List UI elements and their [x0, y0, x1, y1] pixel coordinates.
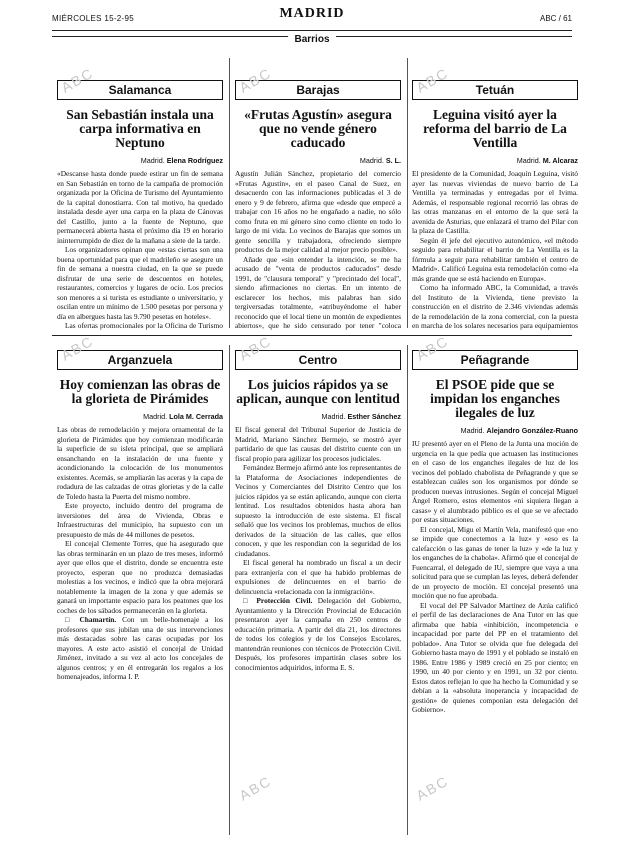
subsection-title: Barrios: [288, 34, 335, 45]
article-byline: Madrid. Elena Rodríguez: [140, 156, 223, 165]
paragraph: Fernández Bermejo afirmó ante los representantes de la Plataforma de Asociaciones independientes de Vecinos y Comerciantes del Distrito Centro que los juicios rápidos ya se están aplicando, aunque con cierta lentitud. Los resultados obtenidos hasta ahora han supuesto la introducción de este sistema. El fiscal señaló que los vecinos los problemas, muchos de ellos derivados de la situación de las calles, que ellos conocen, y que les respondían con la seguridad de los ciudadanos.: [235, 463, 401, 558]
district-label: Centro: [298, 353, 338, 367]
paragraph: Las obras de remodelación y mejora ornamental de la glorieta de Pirámides que hoy comienzan modificarán la superficie de su isleta principal, que se ampliará ensanchando en la instalación de una fuente y acondicionando la colocación de los monumentos existentes. Acemás, se ampliarán las aceras y la capa de rodadura de las calzadas de otras glorietas y de la calle de Toledo hasta la Puerta del mismo nombre.: [57, 425, 223, 501]
article-headline: Hoy comienzan las obras de la glorieta de Pirámides: [59, 377, 221, 406]
column-divider: [407, 58, 408, 328]
article-byline: Madrid. M. Alcaraz: [516, 156, 578, 165]
article-arganzuela: [57, 350, 223, 840]
paragraph: El concejal Clemente Torres, que ha asegurado que las obras terminarán en un plazo de tres meses, informó ayer que ellos que el distrito, donde se encuentra este proyecto, esperan que no produzca demasiadas molestias a los vecinos, e indicó que la obra mejorará notablemente la imagen de la zona y que además se ganará un importante espacio para los peatones que los coches de los sábados permanecerán en la glorieta.: [57, 539, 223, 615]
paragraph: Este proyecto, incluido dentro del programa de inversiones del área de Vivienda, Obras e Infraestructuras del municipio, ha supuesto con un presupuesto de más de 44 millones de pesetos.: [57, 501, 223, 539]
article-byline: Madrid. S. L.: [359, 156, 401, 165]
district-label: Tetuán: [475, 83, 515, 97]
watermark-stamp: ABC: [413, 332, 452, 364]
article-byline: Madrid. Esther Sánchez: [321, 412, 401, 421]
article-tetuan: [412, 80, 578, 332]
article-penagrande: [412, 350, 578, 840]
paragraph: El vocal del PP Salvador Martínez de Azúa calificó el perfil de las declaraciones de Ana Tutor en las que afirmaba que había «inhibición, incompetencia e incapacidad por parte del PP en el tratamiento del poblado». Ana Tutor se olvida que fue delegada del Gobierno hasta mayo de 1991 y el poblado se instaló en 1986. Entre 1986 y 1989 creció en 25 por ciento; en 1990, un 40 por ciento y en 1991, un 32 por ciento. Estos datos reflejan lo que ha hecho la Comunidad y se debían a la «absoluta inoperancia y incapacidad de gestión» de quienes componían esta delegación del Gobierno».: [412, 600, 578, 714]
paragraph: El fiscal general del Tribunal Superior de Justicia de Madrid, Mariano Sánchez Bermejo, se mostró ayer partidario de que las causas del distrito cuente con un fiscal propio para agilizar los procesos judiciales.: [235, 425, 401, 463]
paragraph: El presidente de la Comunidad, Joaquín Leguina, visitó ayer las nuevas viviendas de nuevo barrio de La Ventilla ya terminadas y entregadas por el Ivima. Además, el responsable regional recorrió las obras de las otras manzanas en el entorno de la que será la avenida de Asturias, que enlazará el tramo del Pilar con la plaza de Castilla.: [412, 169, 578, 235]
district-box: [235, 80, 401, 100]
paragraph: Según él jefe del ejecutivo autonómico, «el método seguido para rehabilitar el barrio de La Ventilla es la fórmula a seguir para rehabilitar también el centro de Madrid». Calificó Leguina esta remodelación como «la más grande que se está haciendo en Europa».: [412, 235, 578, 283]
article-headline: Leguina visitó ayer la reforma del barrio de La Ventilla: [423, 107, 567, 150]
article-body: [412, 439, 578, 715]
article-salamanca: [57, 80, 223, 332]
watermark-stamp: ABC: [413, 64, 452, 96]
district-label: Arganzuela: [107, 353, 173, 367]
district-box: [235, 350, 401, 370]
watermark-stamp: ABC: [58, 64, 97, 96]
column-divider: [229, 58, 230, 328]
article-body: [57, 425, 223, 682]
watermark-stamp: ABC: [236, 64, 275, 96]
district-label: Salamanca: [108, 83, 172, 97]
article-body: [235, 169, 401, 332]
paragraph: Como ha informado ABC, la Comunidad, a través del Instituto de la Vivienda, tiene previsto la construcción en el distrito de 2.346 viviendas además de la remodelación de la zona comercial, con la puesta en marcha de los solares necesarios para equipamientos: [412, 283, 578, 330]
article-body: [412, 169, 578, 332]
paragraph: □ Protección Civil. Delegación del Gobierno, Ayuntamiento y la Dirección Provincial de Educación presentaron ayer la campaña en 250 centros de educación primaria. A partir del día 21, los directores de todos los colegios y de los Consejos Escolares, mantendrán reuniones con técnicos de Protección Civil. Después, los profesores impartirán clases sobre los conocimientos adquiridos, informa E. S.: [235, 596, 401, 672]
district-label: Barajas: [296, 83, 340, 97]
article-byline: Madrid. Lola M. Cerrada: [143, 412, 223, 421]
paragraph: □ Chamartín. Con un belle-homenaje a los profesores que sus jubilan una de sus intervenciones más destacadas sobre las caras ocupadas por los mayores. A este acto asistió el concejal de Unidad Jiménez, invitado a su vez al acto los concejales de algunos centros; y en él entregarán los regalos a los homenajeados, informa I. P.: [57, 615, 223, 681]
watermark-stamp: ABC: [58, 332, 97, 364]
subsection-bar: [52, 0, 572, 50]
district-box: [412, 350, 578, 370]
article-headline: San Sebastián instala una carpa informativa en Neptuno: [66, 107, 214, 150]
watermark-stamp: ABC: [413, 772, 452, 804]
district-box: [57, 350, 223, 370]
section-title: MADRID: [279, 6, 345, 21]
paragraph: «Descanse hasta donde puede estirar un fin de semana en San Sebastián en torno de la campaña de promoción organizada por la Oficina de Turismo del Ayuntamiento de la capital donostiarra. Con tal motivo, ha quedado instalada desde ayer una carpa en la plaza de Cánovas del Castillo, junto a la fuente de Neptuno, que permanecerá abierta hasta el próximo día 19 en horario ininterrumpido de diez de la mañana a siete de la tarde.: [57, 169, 223, 245]
article-centro: [235, 350, 401, 840]
row-divider: [52, 335, 572, 336]
paragraph: Agustín Julián Sánchez, propietario del comercio «Frutas Agustín», en el paseo Canal de Suez, en desacuerdo con las informaciones publicadas el 3 de enero y 9 de febrero, afirma que «desde que empecé a trabajar con 16 años no he engañado a nadie, no sólo como fruta en mi género sino como cliente en todo lo largo de mi vida. Lo vecinos de Barajas que somos un gente sencilla y trabajadora, ofreciendo siempre productos de la mejor calidad al mejor precio posible».: [235, 169, 401, 254]
paragraph: El fiscal general ha nombrado un fiscal a un decir para extranjería con el que ha habido problemas de expulsiones de delincuentes en el barrio de delincuencia «relacionada con la inmigración».: [235, 558, 401, 596]
watermark-stamp: ABC: [236, 772, 275, 804]
issue-date: MIÉRCOLES 15-2-95: [52, 14, 135, 23]
article-body: [235, 425, 401, 672]
article-headline: El PSOE pide que se impidan los enganches ilegales de luz: [430, 377, 560, 420]
page-number: ABC / 61: [539, 14, 572, 23]
article-headline: Los juicios rápidos ya se aplican, aunque con lentitud: [236, 377, 400, 406]
article-headline: «Frutas Agustín» asegura que no vende género caducado: [244, 107, 392, 150]
district-box: [412, 80, 578, 100]
paragraph: Los organizadores opinan que «estas ciertas son una buena oportunidad para que el madrileño se asegure un fin de semana a nuestra ciudad, en la que se puede disfrutar de una serie de descuentos en hoteles, restaurantes, comercios y lugares de ocio. Los precios son menores a si turista es estudiante o universitario, y oscilan entre un mínimo de 1.500 pesetas por persona y día en albergues hasta las 9.790 pesetas en hoteles».: [57, 245, 223, 321]
watermark-stamp: ABC: [236, 332, 275, 364]
district-label: Peñagrande: [460, 353, 530, 367]
paragraph: Las ofertas promocionales por la Oficina de Turismo: [65, 321, 223, 330]
article-barajas: [235, 80, 401, 332]
paragraph: Añade que «sin entender la intención, se me ha acusado de "venta de productos caducados" desde 1991, de "clausura temporal" y "precintado del local", siendo afirmaciones no ciertas. En un intento de esclarecer los hechos, mis palabras han sido tergiversadas totalmente, «atribuyéndome el haber reconocido que el local tiene un montón de expedientes abiertos», que he sido censurado por tener "coloca: [235, 254, 401, 330]
column-divider: [407, 345, 408, 835]
article-byline: Madrid. Alejandro González-Ruano: [460, 426, 578, 435]
paragraph: IU presentó ayer en el Pleno de la Junta una moción de urgencia en la que pedía que actuasen las instituciones en el caso de los enganches ilegales de luz de los vecinos del poblado chabolista de Peñagrande y que se establezcan cuáles son los organismos por dónde se producen nuevas intrusiones. Según el concejal Miguel Ángel Romero, estos elementos «ni siquiera llegan a casas» y el alumbrado público es el que se ve afectado por estas situaciones.: [412, 439, 578, 524]
paragraph: El concejal, Migu el Martín Vela, manifestó que «no se impide que conectemos a la luz» y «eso es la calefacción o las ganas de tener la luz» y «de la luz y los enganches de la chabola». Afirmó que el concejal de Fuencarral, el delegado de IU, siempre que vaya a una solicitud para que se cumplan las leyes, deberá defender de un proyecto de moción. El concejal presentó una moción que no fue aprobada.: [412, 524, 578, 600]
article-body: [57, 169, 223, 332]
district-box: [57, 80, 223, 100]
column-divider: [229, 345, 230, 835]
